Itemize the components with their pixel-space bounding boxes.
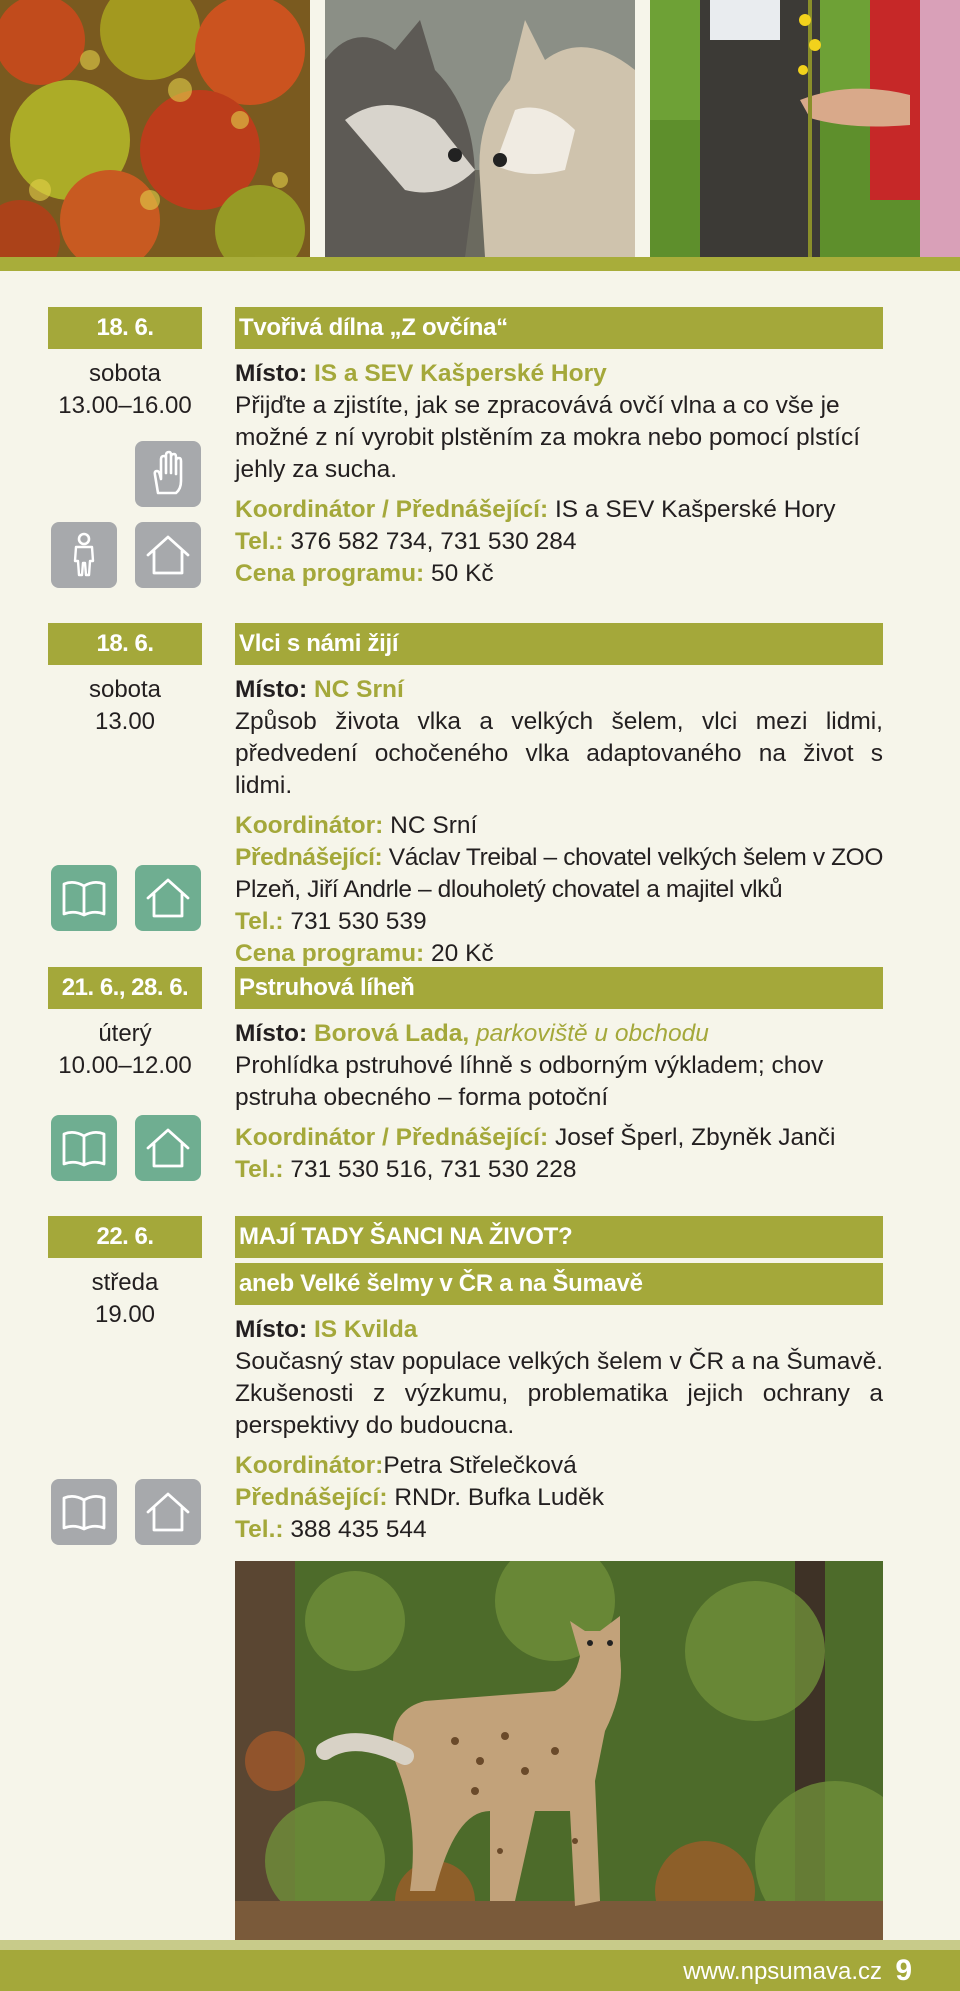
phone-label: Tel.: (235, 1516, 284, 1543)
house-icon (135, 1115, 201, 1181)
moss-photo (0, 0, 310, 257)
coordinator: Josef Šperl, Zbyněk Janči (554, 1124, 836, 1151)
coordinator: Petra Střelečková (383, 1452, 577, 1479)
phone: 376 582 734, 731 530 284 (290, 528, 577, 555)
place: IS a SEV Kašperské Hory (313, 360, 607, 387)
event-daytime (48, 1018, 202, 1082)
page-number: 9 (895, 1954, 912, 1987)
phone: 388 435 544 (290, 1516, 427, 1543)
lecturer-label: Přednášející: (235, 1484, 388, 1511)
place: Borová Lada, (313, 1020, 470, 1047)
event-title: MAJÍ TADY ŠANCI NA ŽIVOT? (235, 1216, 883, 1258)
event-description: Současný stav populace velkých šelem v ČR a na Šumavě. Zkušenosti z výzkumu, problematika jejich ochrany a perspektivy do budoucna. (235, 1348, 883, 1439)
header-divider (0, 257, 960, 271)
event-time: 19.00 (94, 1301, 156, 1328)
event-time: 13.00 (94, 708, 156, 735)
lynx-photo (235, 1561, 883, 1943)
book-icon (51, 1115, 117, 1181)
coordinator-label: Koordinátor / Přednášející: (235, 496, 549, 523)
house-icon (135, 1479, 201, 1545)
place: IS Kvilda (313, 1316, 418, 1343)
house-icon (135, 865, 201, 931)
event-title: Pstruhová líheň (235, 967, 883, 1009)
place-label: Místo: (235, 1316, 308, 1343)
footer (0, 1950, 960, 1991)
phone-label: Tel.: (235, 528, 284, 555)
coordinator-label: Koordinátor / Přednášející: (235, 1124, 549, 1151)
coordinator-label: Koordinátor: (235, 812, 384, 839)
event-time: 10.00–12.00 (58, 1052, 192, 1079)
house-icon (135, 522, 201, 588)
phone-label: Tel.: (235, 908, 284, 935)
event-daytime (48, 674, 202, 738)
event-title: Vlci s námi žijí (235, 623, 883, 665)
event-daytime (48, 1267, 202, 1331)
event-body (235, 674, 883, 970)
event-body (235, 1314, 883, 1546)
place-label: Místo: (235, 676, 308, 703)
price: 50 Kč (431, 560, 494, 587)
event-description: Přijďte a zjistíte, jak se zpracovává ovčí vlna a co vše je možné z ní vyrobit plstěním za mokra nebo pomocí plstící jehly za sucha. (235, 392, 861, 483)
child-icon (51, 522, 117, 588)
event-date: 18. 6. (48, 623, 202, 665)
place-label: Místo: (235, 1020, 308, 1047)
book-icon (51, 865, 117, 931)
event-body (235, 1018, 883, 1186)
price: 20 Kč (431, 940, 494, 967)
book-icon (51, 1479, 117, 1545)
phone: 731 530 539 (290, 908, 427, 935)
event-date: 18. 6. (48, 307, 202, 349)
event-day: středa (91, 1269, 159, 1296)
event-time: 13.00–16.00 (58, 392, 192, 419)
event-body (235, 358, 883, 590)
coordinator: NC Srní (390, 812, 478, 839)
header-photo-strip (0, 0, 960, 257)
people-photo (650, 0, 960, 257)
event-description: Způsob života vlka a velkých šelem, vlci mezi lidmi, předvedení ochočeného vlka adaptovaného na život s lidmi. (235, 708, 883, 799)
event-daytime (48, 358, 202, 422)
event-title: Tvořivá dílna „Z ovčína“ (235, 307, 883, 349)
lecturer: Václav Treibal – chovatel velkých šelem v ZOO Plzeň, Jiří Andrle – dlouholetý chovatel a majitel vlků (235, 844, 883, 903)
phone: 731 530 516, 731 530 228 (290, 1156, 577, 1183)
footer-divider (0, 1940, 960, 1950)
lecturer: RNDr. Bufka Luděk (394, 1484, 605, 1511)
coordinator-label: Koordinátor: (235, 1452, 384, 1479)
place-note: parkoviště u obchodu (475, 1020, 709, 1047)
event-description: Prohlídka pstruhové líhně s odborným výkladem; chov pstruha obecného – forma potoční (235, 1052, 824, 1111)
hand-icon (135, 441, 201, 507)
event-subtitle: aneb Velké šelmy v ČR a na Šumavě (235, 1263, 883, 1305)
phone-label: Tel.: (235, 1156, 284, 1183)
wolves-photo (325, 0, 635, 257)
event-day: úterý (98, 1020, 152, 1047)
coordinator: IS a SEV Kašperské Hory (554, 496, 836, 523)
footer-url[interactable]: www.npsumava.cz (683, 1958, 882, 1985)
price-label: Cena programu: (235, 940, 425, 967)
event-date: 21. 6., 28. 6. (48, 967, 202, 1009)
place-label: Místo: (235, 360, 308, 387)
event-day: sobota (88, 360, 162, 387)
price-label: Cena programu: (235, 560, 425, 587)
place: NC Srní (313, 676, 404, 703)
event-day: sobota (88, 676, 162, 703)
event-date: 22. 6. (48, 1216, 202, 1258)
lecturer-label: Přednášející: (235, 844, 383, 871)
